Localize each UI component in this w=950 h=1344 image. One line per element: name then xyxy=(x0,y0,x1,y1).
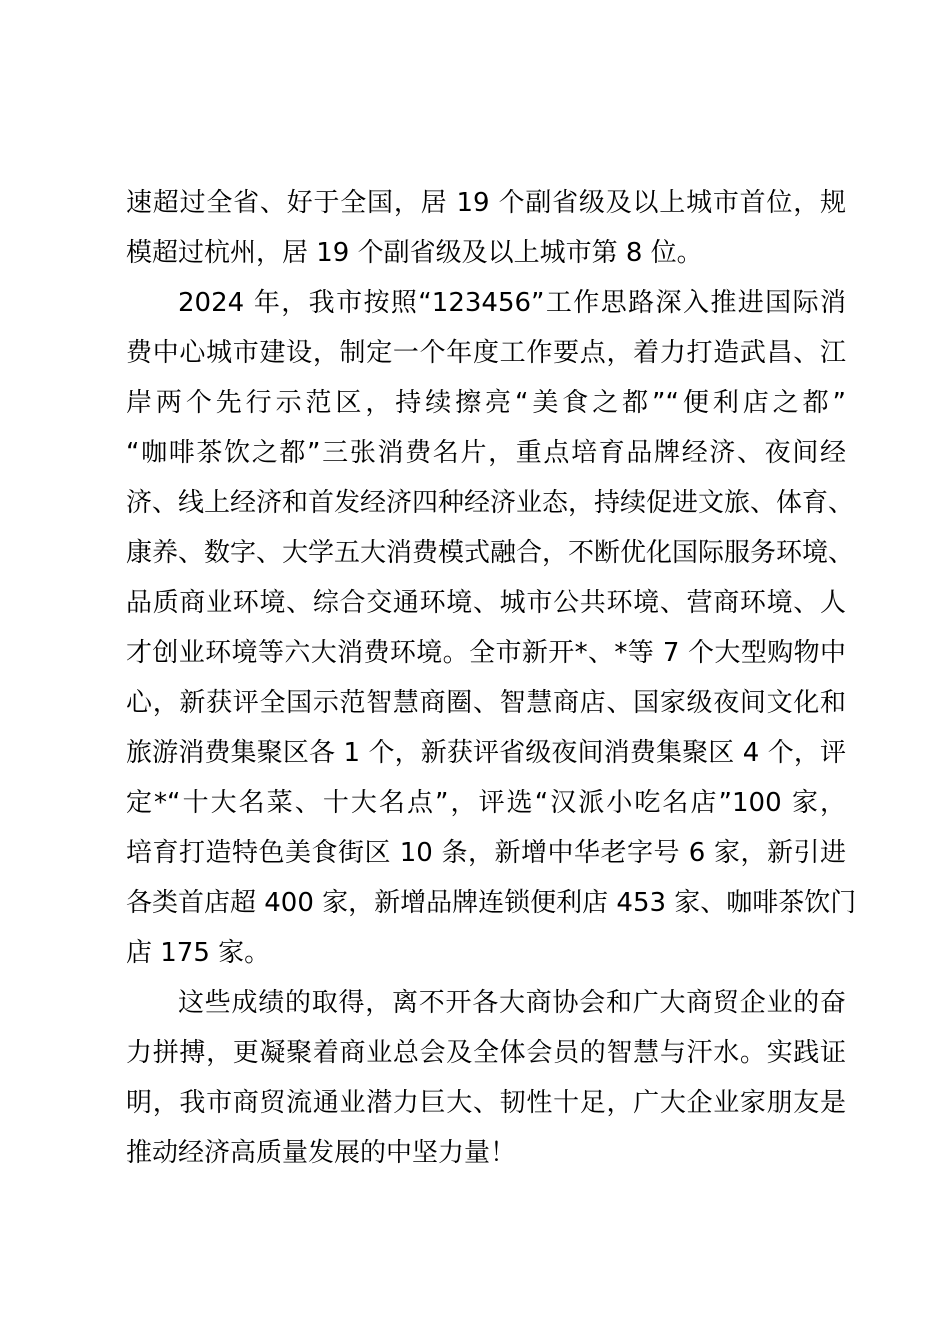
text-line: 才创业环境等六大消费环境。全市新开*、*等 7 个大型购物中 xyxy=(126,638,846,668)
text-line: 力拼搏，更凝聚着商业总会及全体会员的智慧与汗水。实践证 xyxy=(126,1038,846,1068)
text-line: 费中心城市建设，制定一个年度工作要点，着力打造武昌、江 xyxy=(126,338,846,368)
text-line: 这些成绩的取得，离不开各大商协会和广大商贸企业的奋 xyxy=(178,988,846,1018)
text-line: 推动经济高质量发展的中坚力量！ xyxy=(126,1138,517,1168)
text-line: 旅游消费集聚区各 1 个，新获评省级夜间消费集聚区 4 个，评 xyxy=(126,738,846,768)
text-line: 品质商业环境、综合交通环境、城市公共环境、营商环境、人 xyxy=(126,588,846,618)
text-line: 培育打造特色美食街区 10 条，新增中华老字号 6 家，新引进 xyxy=(126,838,846,868)
document-body xyxy=(126,178,857,1178)
text-line: 心，新获评全国示范智慧商圈、智慧商店、国家级夜间文化和 xyxy=(126,688,846,718)
text-line: 济、线上经济和首发经济四种经济业态，持续促进文旅、体育、 xyxy=(126,488,855,518)
text-line: 模超过杭州，居 19 个副省级及以上城市第 8 位。 xyxy=(126,238,703,268)
paragraph-2 xyxy=(126,278,857,978)
text-line: 岸两个先行示范区，持续擦亮“美食之都”“便利店之都” xyxy=(126,388,846,418)
text-line: 2024 年，我市按照“123456”工作思路深入推进国际消 xyxy=(178,288,846,318)
text-line: 各类首店超 400 家，新增品牌连锁便利店 453 家、咖啡茶饮门 xyxy=(126,888,857,918)
paragraph-1 xyxy=(126,178,846,278)
text-line: 定*“十大名菜、十大名点”，评选“汉派小吃名店”100 家， xyxy=(126,788,846,818)
text-line: 康养、数字、大学五大消费模式融合，不断优化国际服务环境、 xyxy=(126,538,855,568)
text-line: 店 175 家。 xyxy=(126,938,271,968)
text-line: 速超过全省、好于全国，居 19 个副省级及以上城市首位，规 xyxy=(126,188,846,218)
text-line: 明，我市商贸流通业潜力巨大、韧性十足，广大企业家朋友是 xyxy=(126,1088,846,1118)
paragraph-3 xyxy=(126,978,846,1178)
text-line: “咖啡茶饮之都”三张消费名片，重点培育品牌经济、夜间经 xyxy=(126,438,846,468)
